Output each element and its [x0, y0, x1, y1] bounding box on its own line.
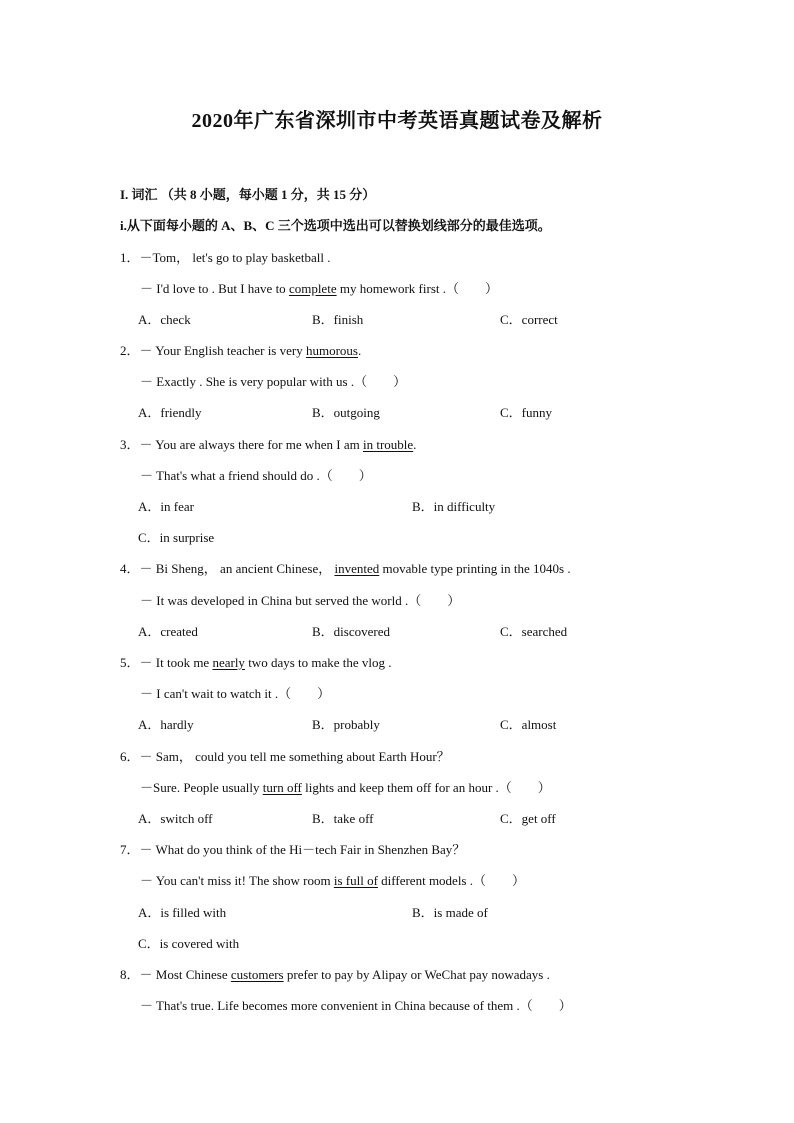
- option-c: C．almost: [500, 717, 557, 732]
- underlined-word: nearly: [212, 655, 245, 670]
- question-text: － Most Chinese: [139, 967, 231, 982]
- underlined-word: turn off: [262, 780, 302, 795]
- answer-text: －Sure. People usually: [140, 780, 263, 795]
- question-text: － You are always there for me when I am: [139, 437, 363, 452]
- question-3-line-2: [140, 467, 372, 485]
- option-a: A．hardly: [138, 717, 194, 732]
- answer-text: － You can't miss it! The show room: [140, 873, 334, 888]
- question-number: 6．: [120, 749, 140, 764]
- option-a: A．created: [138, 624, 198, 639]
- answer-text: － Exactly . She is very popular with us .（ ）: [140, 374, 407, 389]
- answer-text: － It was developed in China but served the world .（ ）: [140, 593, 461, 608]
- question-text: － Bi Sheng， an ancient Chinese，: [139, 561, 335, 576]
- question-4-line-1: [120, 560, 571, 578]
- question-4-line-2: [140, 592, 460, 610]
- answer-text-end: different models .（ ）: [377, 873, 525, 888]
- question-number: 7．: [120, 842, 140, 857]
- option-a: A．friendly: [138, 405, 202, 420]
- answer-text-end: lights and keep them off for an hour .（ ）: [301, 780, 551, 795]
- question-text: － Sam， could you tell me something about Earth Hour？: [139, 749, 450, 764]
- question-8-line-2: [140, 997, 572, 1015]
- question-2-line-2: [140, 373, 406, 391]
- option-c: C．get off: [500, 811, 556, 826]
- underlined-word: customers: [230, 967, 284, 982]
- underlined-word: humorous: [305, 343, 358, 358]
- question-text-end: two days to make the vlog .: [244, 655, 392, 670]
- underlined-word: is full of: [333, 873, 378, 888]
- question-text-end: prefer to pay by Alipay or WeChat pay nowadays .: [283, 967, 550, 982]
- question-text: －Tom， let's go to play basketball .: [139, 250, 331, 265]
- question-3-line-1: [120, 436, 416, 454]
- answer-text: － That's what a friend should do .（ ）: [140, 468, 372, 483]
- option-b: B．finish: [312, 312, 364, 327]
- section-heading: I. 词汇 （共 8 小题，每小题 1 分，共 15 分）: [120, 187, 376, 202]
- question-text-end: .: [357, 343, 362, 358]
- question-8-line-1: [120, 966, 550, 984]
- option-b: B．in difficulty: [412, 499, 496, 514]
- question-2-line-1: [120, 342, 361, 360]
- option-b: B．probably: [312, 717, 380, 732]
- option-b: B．discovered: [312, 624, 390, 639]
- option-a: A．in fear: [138, 499, 194, 514]
- option-c: C．funny: [500, 405, 553, 420]
- option-a: A．check: [138, 312, 191, 327]
- question-5-line-1: [120, 654, 392, 672]
- question-number: 1．: [120, 250, 140, 265]
- question-6-line-2: [140, 779, 551, 797]
- question-6-line-1: [120, 748, 450, 766]
- question-1-line-1: [120, 249, 331, 267]
- question-number: 5．: [120, 655, 140, 670]
- question-number: 4．: [120, 561, 140, 576]
- section-instruction: i.从下面每小题的 A、B、C 三个选项中选出可以替换划线部分的最佳选项。: [120, 218, 551, 233]
- answer-text-end: my homework first .（ ）: [336, 281, 498, 296]
- underlined-word: complete: [288, 281, 337, 296]
- answer-text: － I can't wait to watch it .（ ）: [140, 686, 331, 701]
- answer-text: － I'd love to . But I have to: [140, 281, 289, 296]
- question-number: 2．: [120, 343, 140, 358]
- underlined-word: in trouble: [362, 437, 414, 452]
- question-5-line-2: [140, 685, 330, 703]
- option-c: C．correct: [500, 312, 558, 327]
- question-text: － What do you think of the Hi－tech Fair in Shenzhen Bay？: [139, 842, 466, 857]
- question-7-line-1: [120, 841, 465, 859]
- question-number: 3．: [120, 437, 140, 452]
- question-number: 8．: [120, 967, 140, 982]
- question-text-end: .: [413, 437, 417, 452]
- option-a: A．is filled with: [138, 905, 227, 920]
- option-c: C．is covered with: [138, 936, 240, 951]
- option-b: B．outgoing: [312, 405, 380, 420]
- option-c: C．in surprise: [138, 530, 215, 545]
- page-title: 2020年广东省深圳市中考英语真题试卷及解析: [191, 110, 603, 132]
- option-a: A．switch off: [138, 811, 213, 826]
- option-b: B．is made of: [412, 905, 488, 920]
- question-7-line-2: [140, 872, 525, 890]
- question-text: － It took me: [139, 655, 213, 670]
- option-b: B．take off: [312, 811, 374, 826]
- underlined-word: invented: [334, 561, 380, 576]
- option-c: C．searched: [500, 624, 568, 639]
- answer-text: － That's true. Life becomes more convenient in China because of them .（ ）: [140, 998, 572, 1013]
- question-1-line-2: [140, 280, 498, 298]
- question-text: － Your English teacher is very: [139, 343, 306, 358]
- question-text-end: movable type printing in the 1040s .: [379, 561, 571, 576]
